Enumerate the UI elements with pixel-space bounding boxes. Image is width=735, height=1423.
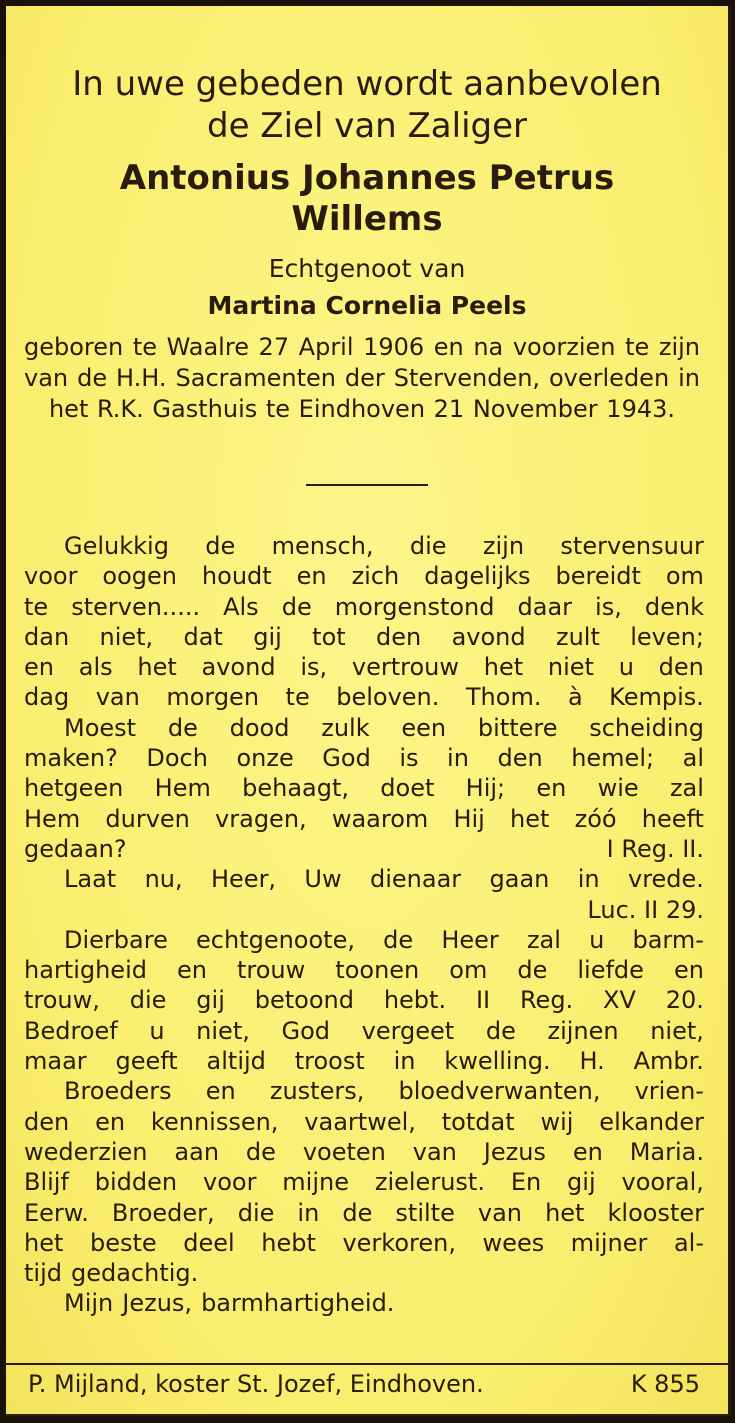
text-line: trouw, die gij betoond hebt. II Reg. XV 20. xyxy=(24,986,704,1015)
text-line: maken? Doch onze God is in den hemel; al xyxy=(24,744,704,773)
text-line: den en kennissen, vaartwel, totdat wij elkander xyxy=(24,1107,704,1136)
text-line: wederzien aan de voeten van Jezus en Maria. xyxy=(24,1137,704,1166)
text-line: Hem durven vragen, waarom Hij het zóó heeft xyxy=(24,804,704,833)
text-line: hartigheid en trouw toonen om de liefde en xyxy=(24,956,704,985)
text-line: Gelukkig de mensch, die zijn stervensuur xyxy=(64,532,704,560)
divider-line xyxy=(306,484,428,486)
text-fragment: gedaan? xyxy=(24,834,127,863)
text-line: Blijf bidden voor mijne zielerust. En gij vooral, xyxy=(24,1168,704,1197)
text-line: hetgeen Hem behaagt, doet Hij; en wie zal xyxy=(24,774,704,803)
text-line xyxy=(24,834,704,864)
spouse-intro: Echtgenoot van xyxy=(268,254,466,283)
text-line: Eerw. Broeder, die in de stilte van het klooster xyxy=(24,1198,704,1227)
birth-death-text: geboren te Waalre 27 April 1906 en na voorzien te zijn van de H.H. Sacramenten der Stervenden, overleden in het R.K. Gasthuis te Eindhoven 21 November 1943. xyxy=(24,333,700,423)
text-line: het beste deel hebt verkoren, wees mijner al- xyxy=(24,1228,704,1257)
printer-footer xyxy=(28,1368,700,1400)
text-line: maar geeft altijd troost in kwelling. H. Ambr. xyxy=(24,1047,704,1076)
text-line: en als het avond is, vertrouw het niet u den xyxy=(24,653,704,682)
memorial-card xyxy=(6,6,731,1416)
text-line: dan niet, dat gij tot den avond zult leven; xyxy=(24,622,704,651)
citation: Luc. II 29. xyxy=(587,895,704,924)
printer-name: P. Mijland, koster St. Jozef, Eindhoven. xyxy=(28,1370,484,1398)
deceased-name-line-1: Antonius Johannes Petrus xyxy=(119,158,615,198)
text-line: Laat nu, Heer, Uw dienaar gaan in vrede. xyxy=(64,865,704,894)
text-line: tijd gedachtig. xyxy=(24,1259,199,1288)
text-line: voor oogen houdt en zich dagelijks bereidt om xyxy=(24,562,704,591)
footer-rule xyxy=(6,1363,728,1365)
card-code: K 855 xyxy=(630,1370,700,1398)
deceased-name-line-2: Willems xyxy=(291,199,443,239)
intro-line-1: In uwe gebeden wordt aanbevolen xyxy=(72,64,662,104)
text-line: dag van morgen te beloven. Thom. à Kempis. xyxy=(24,683,704,712)
spouse-name: Martina Cornelia Peels xyxy=(207,291,527,320)
citation: I Reg. II. xyxy=(606,834,704,863)
text-line: Moest de dood zulk een bittere scheiding xyxy=(64,713,704,742)
text-line: Mijn Jezus, barmhartigheid. xyxy=(64,1289,395,1318)
text-line: Broeders en zusters, bloedverwanten, vrien- xyxy=(64,1077,704,1106)
text-line: Bedroef u niet, God vergeet de zijnen niet, xyxy=(24,1016,704,1045)
text-line: te sterven..... Als de morgenstond daar is, denk xyxy=(24,592,704,621)
intro-line-2: de Ziel van Zaliger xyxy=(206,106,528,146)
prayer-text xyxy=(24,531,704,1319)
text-line: Dierbare echtgenoote, de Heer zal u barm- xyxy=(64,925,704,954)
